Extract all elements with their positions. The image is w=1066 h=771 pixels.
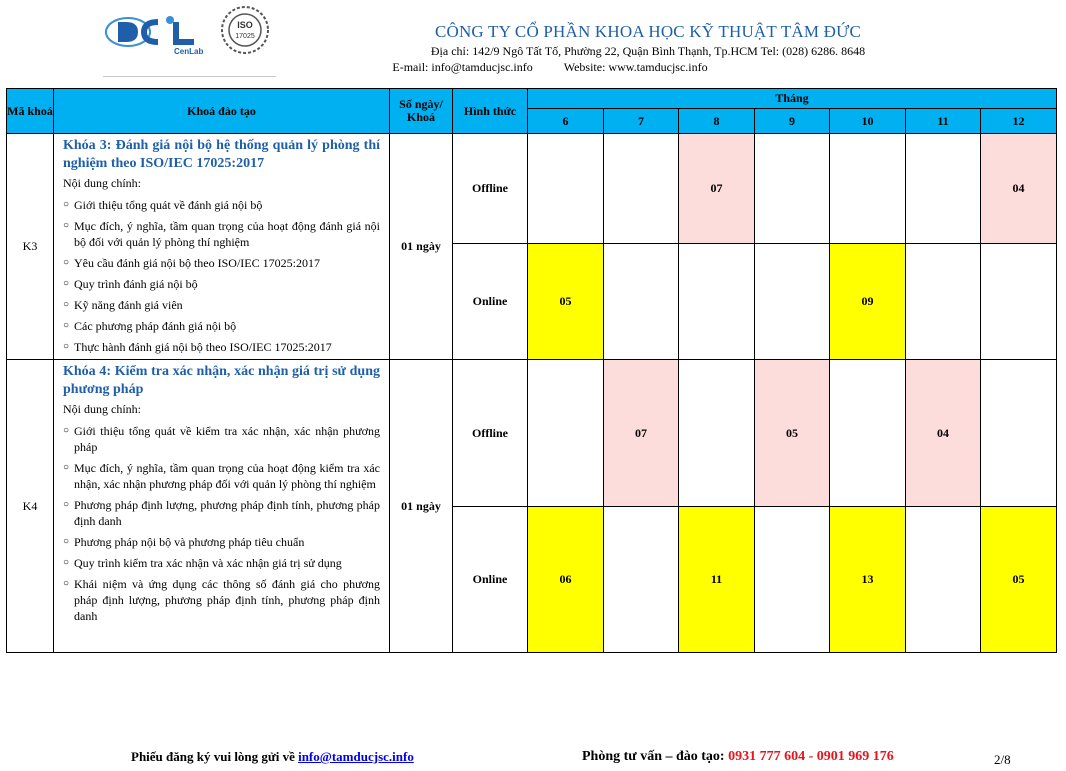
circle-bullet-icon: ○ bbox=[63, 578, 70, 589]
month-cell-offline: 07 bbox=[604, 360, 679, 507]
footer-consult bbox=[582, 749, 894, 765]
list-item: ○ Kỹ năng đánh giá viên bbox=[63, 298, 183, 312]
month-cell bbox=[755, 134, 830, 244]
course-title: Khóa 3: Đánh giá nội bộ hệ thống quản lý phòng thí nghiệm theo ISO/IEC 17025:2017 bbox=[63, 138, 380, 171]
cenlab-logo bbox=[104, 12, 214, 56]
circle-bullet-icon: ○ bbox=[63, 462, 70, 473]
circle-bullet-icon: ○ bbox=[63, 199, 70, 210]
footer-register-text: Phiếu đăng ký vui lòng gửi về bbox=[131, 749, 299, 764]
table-row bbox=[7, 360, 1057, 507]
header-days: Số ngày/ Khoá bbox=[390, 89, 453, 134]
list-item: ○ Yêu cầu đánh giá nội bộ theo ISO/IEC 17025:2017 bbox=[63, 256, 320, 270]
month-cell bbox=[830, 360, 906, 507]
month-cell-offline: 05 bbox=[755, 360, 830, 507]
month-cell bbox=[528, 360, 604, 507]
course-description bbox=[54, 360, 390, 653]
circle-bullet-icon: ○ bbox=[63, 425, 70, 436]
header-month: 6 bbox=[528, 109, 604, 134]
header-month: 12 bbox=[981, 109, 1057, 134]
course-code: K4 bbox=[7, 360, 54, 653]
header-mode: Hình thức bbox=[453, 89, 528, 134]
header-month: 8 bbox=[679, 109, 755, 134]
mode-online: Online bbox=[453, 244, 528, 360]
circle-bullet-icon: ○ bbox=[63, 499, 70, 510]
circle-bullet-icon: ○ bbox=[63, 320, 70, 331]
header-month-group: Tháng bbox=[528, 89, 1057, 109]
month-cell-online: 09 bbox=[830, 244, 906, 360]
topic-list bbox=[63, 197, 380, 355]
month-cell bbox=[755, 244, 830, 360]
circle-bullet-icon: ○ bbox=[63, 278, 70, 289]
month-cell-offline: 04 bbox=[981, 134, 1057, 244]
header-month: 11 bbox=[906, 109, 981, 134]
list-item: ○ Quy trình kiểm tra xác nhận và xác nhận giá trị sử dụng bbox=[63, 556, 342, 570]
month-cell-online: 05 bbox=[981, 507, 1057, 653]
month-cell bbox=[981, 360, 1057, 507]
course-title: Khóa 4: Kiểm tra xác nhận, xác nhận giá trị sử dụng phương pháp bbox=[63, 364, 380, 397]
month-cell bbox=[604, 244, 679, 360]
course-code: K3 bbox=[7, 134, 54, 360]
circle-bullet-icon: ○ bbox=[63, 557, 70, 568]
list-item: ○ Giới thiệu tổng quát về đánh giá nội bộ bbox=[63, 198, 263, 212]
logo-text: CenLab bbox=[174, 47, 204, 56]
content-label: Nội dung chính: bbox=[63, 402, 141, 416]
footer-email-link[interactable]: info@tamducjsc.info bbox=[298, 749, 414, 764]
footer-phones: 0931 777 604 - 0901 969 176 bbox=[728, 749, 894, 764]
training-schedule-table bbox=[6, 88, 1057, 653]
header-code: Mã khoá bbox=[7, 89, 54, 134]
header-month: 10 bbox=[830, 109, 906, 134]
svg-text:17025: 17025 bbox=[235, 33, 255, 40]
header-month: 7 bbox=[604, 109, 679, 134]
month-cell-online: 13 bbox=[830, 507, 906, 653]
month-cell bbox=[604, 134, 679, 244]
list-item: ○ Mục đích, ý nghĩa, tầm quan trọng của hoạt động kiểm tra xác nhận, xác nhận phương pháp đối với quản lý phòng thí nghiệm bbox=[63, 461, 380, 491]
month-cell bbox=[830, 134, 906, 244]
header-month: 9 bbox=[755, 109, 830, 134]
month-cell-online: 11 bbox=[679, 507, 755, 653]
footer-consult-text: Phòng tư vấn – đào tạo: bbox=[582, 749, 729, 764]
company-email: E-mail: info@tamducjsc.info bbox=[392, 60, 533, 74]
iso-badge-icon bbox=[220, 5, 270, 55]
course-days: 01 ngày bbox=[390, 360, 453, 653]
list-item: ○ Khái niệm và ứng dụng các thông số đánh giá cho phương pháp định lượng, phương pháp định tính, phương pháp định danh bbox=[63, 577, 380, 623]
month-cell bbox=[604, 507, 679, 653]
month-cell bbox=[906, 244, 981, 360]
month-cell bbox=[906, 134, 981, 244]
footer-register bbox=[131, 749, 414, 765]
circle-bullet-icon: ○ bbox=[63, 299, 70, 310]
company-website: Website: www.tamducjsc.info bbox=[563, 60, 708, 74]
month-cell bbox=[528, 134, 604, 244]
month-cell bbox=[755, 507, 830, 653]
company-name: CÔNG TY CỔ PHẦN KHOA HỌC KỸ THUẬT TÂM ĐỨC bbox=[434, 22, 862, 41]
topic-list bbox=[63, 423, 380, 624]
circle-bullet-icon: ○ bbox=[63, 536, 70, 547]
company-contact bbox=[300, 60, 800, 75]
table-row bbox=[7, 134, 1057, 244]
month-cell bbox=[981, 244, 1057, 360]
month-cell bbox=[906, 507, 981, 653]
course-description bbox=[54, 134, 390, 360]
circle-bullet-icon: ○ bbox=[63, 341, 70, 352]
circle-bullet-icon: ○ bbox=[63, 220, 70, 231]
list-item: ○ Quy trình đánh giá nội bộ bbox=[63, 277, 198, 291]
month-cell bbox=[679, 244, 755, 360]
month-cell-online: 06 bbox=[528, 507, 604, 653]
mode-online: Online bbox=[453, 507, 528, 653]
list-item: ○ Phương pháp nội bộ và phương pháp tiêu chuẩn bbox=[63, 535, 305, 549]
logo-divider bbox=[103, 76, 276, 77]
month-cell bbox=[679, 360, 755, 507]
content-label: Nội dung chính: bbox=[63, 176, 141, 190]
month-cell-online: 05 bbox=[528, 244, 604, 360]
list-item: ○ Phương pháp định lượng, phương pháp định tính, phương pháp định danh bbox=[63, 498, 380, 528]
list-item: ○ Thực hành đánh giá nội bộ theo ISO/IEC 17025:2017 bbox=[63, 340, 332, 354]
course-days: 01 ngày bbox=[390, 134, 453, 360]
circle-bullet-icon: ○ bbox=[63, 257, 70, 268]
month-cell-offline: 04 bbox=[906, 360, 981, 507]
mode-offline: Offline bbox=[453, 134, 528, 244]
header-course: Khoá đào tạo bbox=[54, 89, 390, 134]
mode-offline: Offline bbox=[453, 360, 528, 507]
month-cell-offline: 07 bbox=[679, 134, 755, 244]
company-address: Địa chỉ: 142/9 Ngô Tất Tố, Phường 22, Quận Bình Thạnh, Tp.HCM Tel: (028) 6286. 8648 bbox=[430, 44, 866, 58]
list-item: ○ Giới thiệu tổng quát về kiểm tra xác nhận, xác nhận phương pháp bbox=[63, 424, 380, 454]
list-item: ○ Các phương pháp đánh giá nội bộ bbox=[63, 319, 237, 333]
page-number: 2/8 bbox=[994, 752, 1011, 767]
list-item: ○ Mục đích, ý nghĩa, tầm quan trọng của hoạt động đánh giá nội bộ đối với quản lý phòng thí nghiệm bbox=[63, 219, 380, 249]
svg-text:ISO: ISO bbox=[237, 20, 253, 30]
